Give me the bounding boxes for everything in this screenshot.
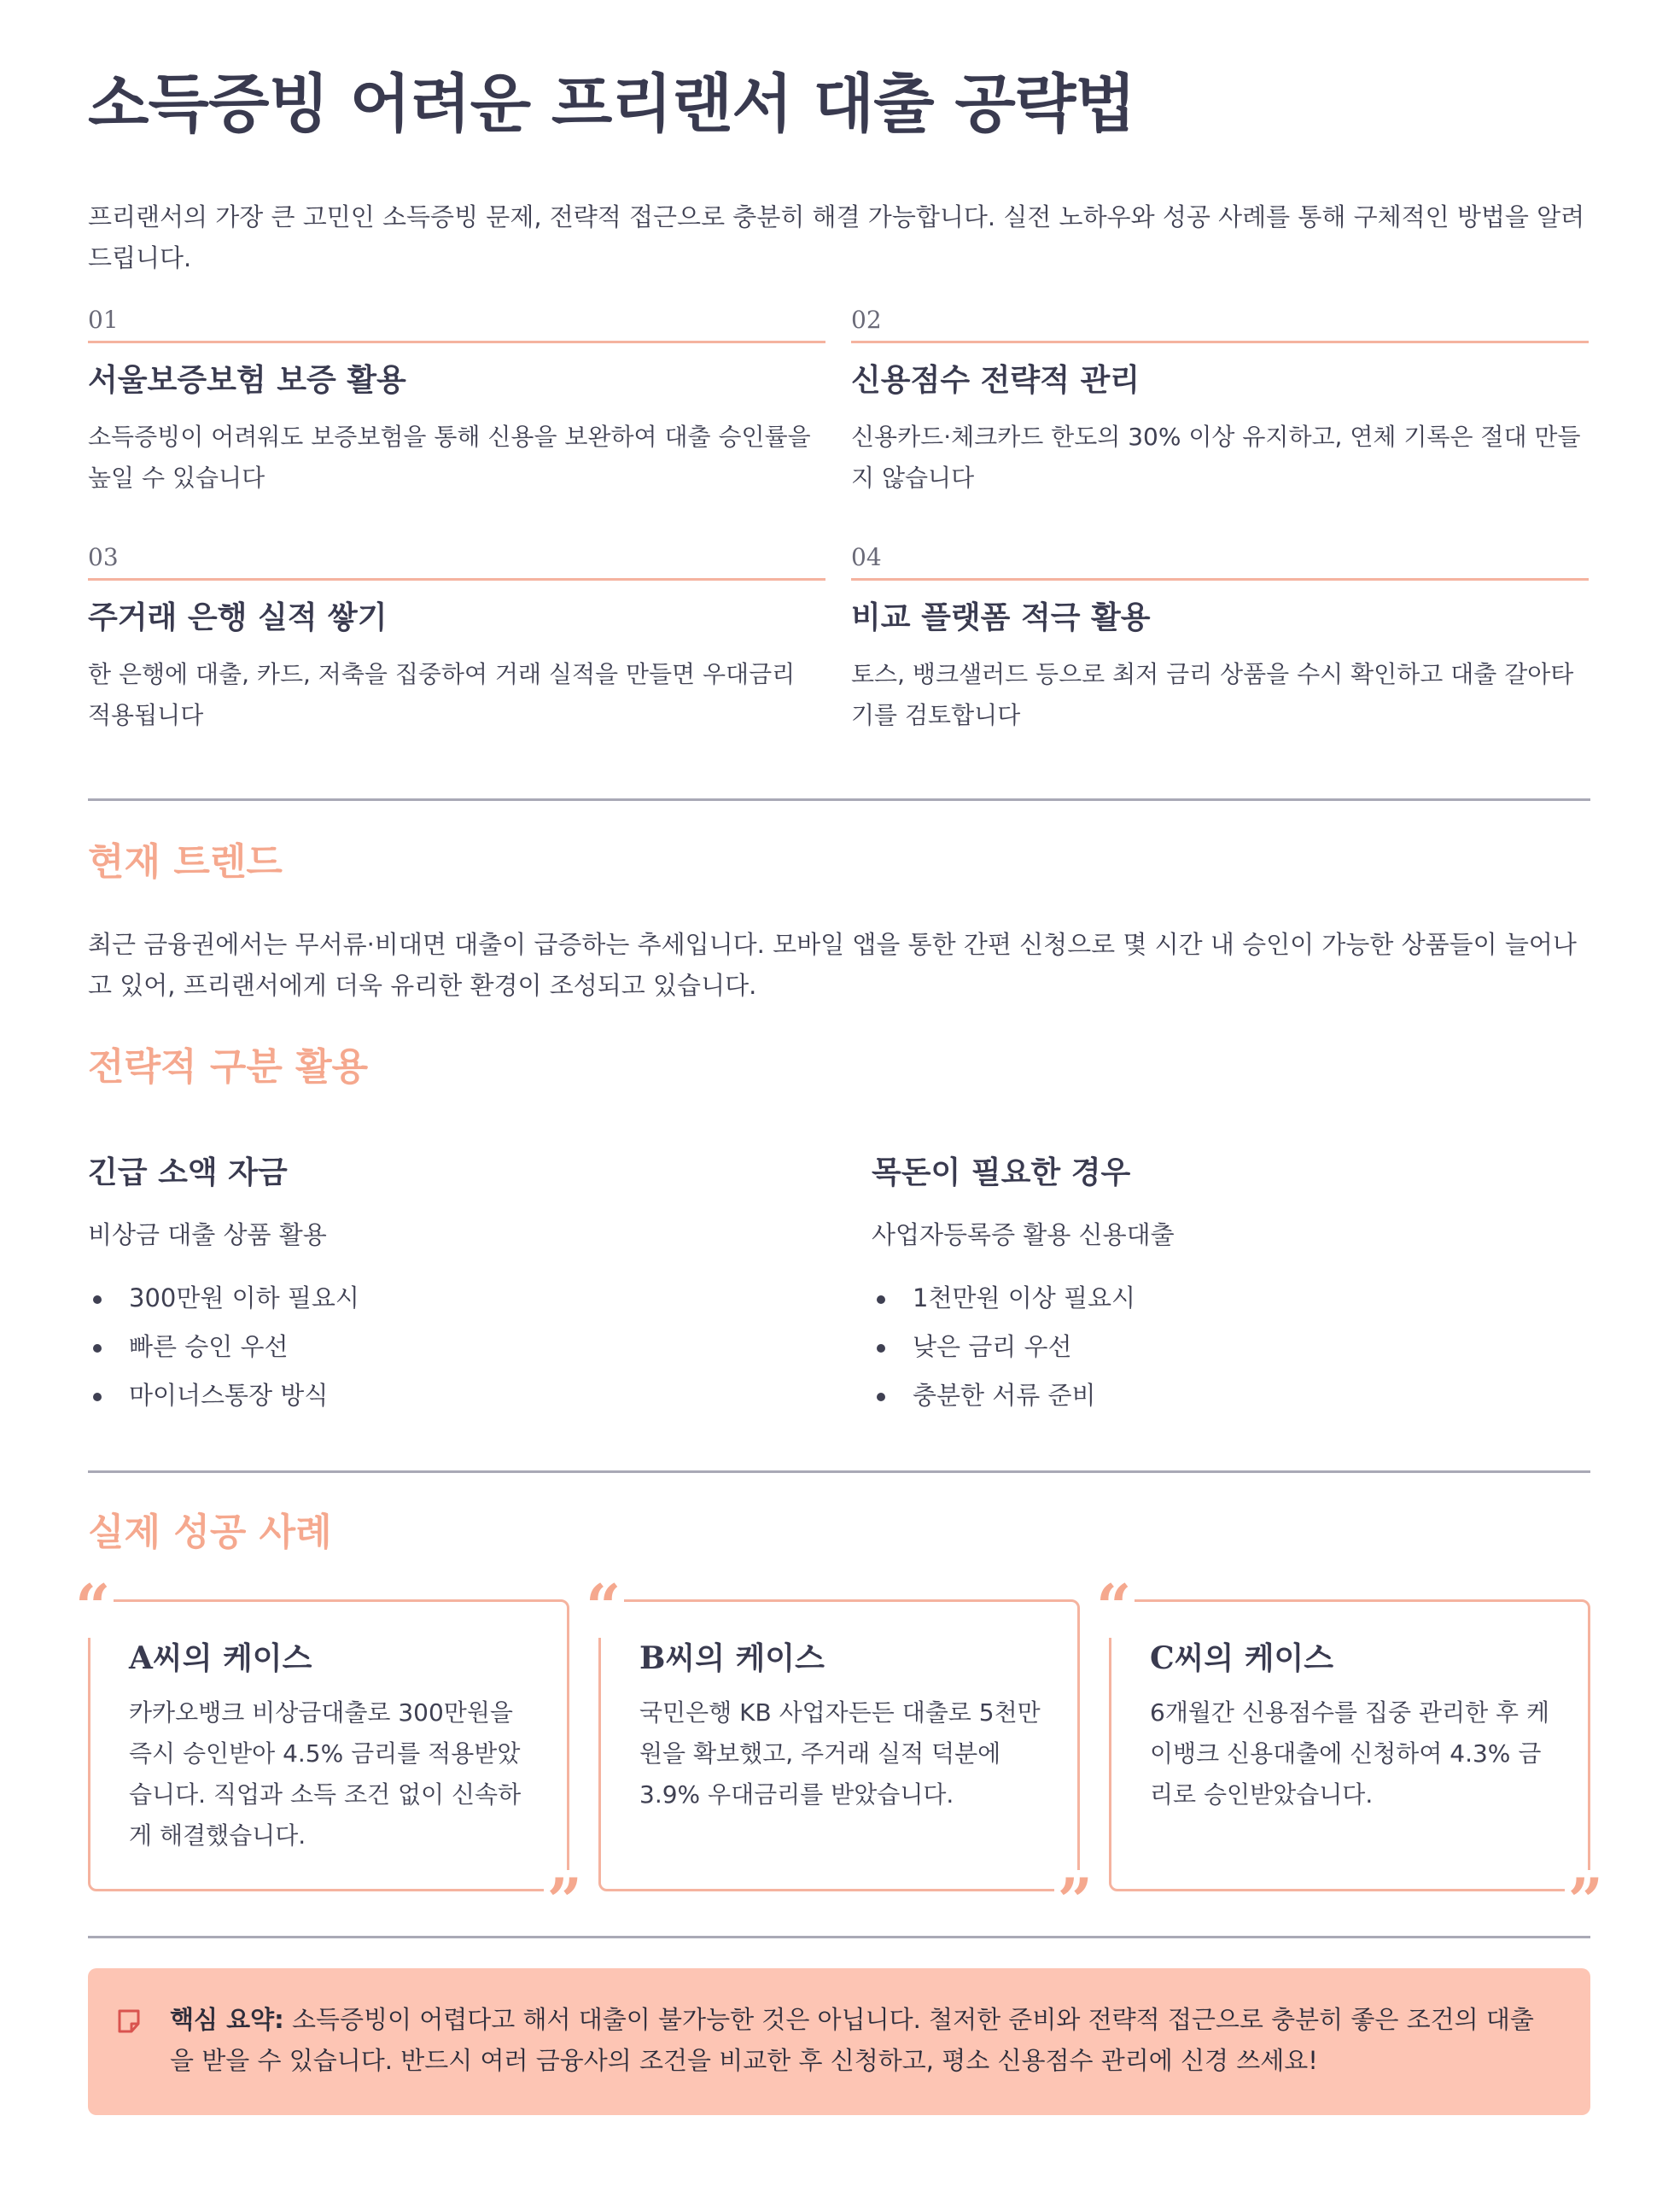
bullet-icon (93, 1393, 102, 1401)
case-card (586, 1570, 1093, 1937)
tip-card (851, 303, 1589, 499)
summary-callout (88, 1968, 1590, 2115)
strategy-heading: 전략적 구분 활용 (88, 1045, 369, 1089)
tip-number: 01 (88, 306, 119, 334)
tip-divider (851, 341, 1589, 343)
tip-title: 서울보증보험 보증 활용 (88, 363, 406, 398)
strategy-column-urgent (88, 1151, 788, 1420)
close-quote-icon: ” (1054, 1870, 1096, 1932)
list-item: 1천만원 이상 필요시 (872, 1274, 1572, 1323)
tip-number: 04 (851, 543, 882, 571)
case-card (1096, 1570, 1603, 1937)
list-item: 빠른 승인 우선 (88, 1323, 788, 1371)
case-text: 카카오뱅크 비상금대출로 300만원을 즉시 승인받아 4.5% 금리를 적용받았습니다. 직업과 소득 조건 없이 신속하게 해결했습니다. (129, 1698, 522, 1850)
intro-paragraph: 프리랜서의 가장 큰 고민인 소득증빙 문제, 전략적 접근으로 충분히 해결 가능합니다. 실전 노하우와 성공 사례를 통해 구체적인 방법을 알려드립니다. (88, 202, 1585, 272)
close-quote-icon: ” (1565, 1870, 1607, 1932)
strategy-list (88, 1274, 788, 1420)
tip-divider (851, 578, 1589, 581)
strategy-column-subtitle: 비상금 대출 상품 활용 (88, 1220, 327, 1249)
page-title: 소득증빙 어려운 프리랜서 대출 공략법 (88, 67, 1135, 141)
memo-icon (115, 2008, 143, 2035)
close-quote-icon: ” (544, 1870, 586, 1932)
strategy-column-title: 목돈이 필요한 경우 (872, 1155, 1131, 1190)
bullet-icon (877, 1295, 885, 1304)
tip-description: 한 은행에 대출, 카드, 저축을 집중하여 거래 실적을 만들면 우대금리 적용됩니다 (88, 660, 796, 729)
section-divider (88, 1936, 1590, 1938)
case-text: 6개월간 신용점수를 집중 관리한 후 케이뱅크 신용대출에 신청하여 4.3% 금리로 승인받았습니다. (1150, 1698, 1550, 1809)
case-card (75, 1570, 582, 1937)
list-item: 낮은 금리 우선 (872, 1323, 1572, 1371)
tip-title: 신용점수 전략적 관리 (851, 363, 1140, 398)
bullet-icon (93, 1344, 102, 1353)
tip-number: 02 (851, 306, 882, 334)
bullet-icon (877, 1344, 885, 1353)
list-item: 300만원 이하 필요시 (88, 1274, 788, 1323)
tip-description: 소득증빙이 어려워도 보증보험을 통해 신용을 보완하여 대출 승인률을 높일 수 있습니다 (88, 423, 811, 492)
section-divider (88, 798, 1590, 801)
summary-text: 소득증빙이 어렵다고 해서 대출이 불가능한 것은 아닙니다. 철저한 준비와 전략적 접근으로 충분히 좋은 조건의 대출을 받을 수 있습니다. 반드시 여러 금융사의 조건을 비교한 후 신청하고, 평소 신용점수 관리에 신경 쓰세요! (170, 2005, 1534, 2075)
case-title: A씨의 케이스 (129, 1640, 312, 1676)
strategy-column-title: 긴급 소액 자금 (88, 1155, 288, 1190)
tip-title: 주거래 은행 실적 쌓기 (88, 600, 388, 635)
trend-heading: 현재 트렌드 (88, 840, 283, 884)
cases-heading: 실제 성공 사례 (88, 1511, 332, 1554)
list-item: 충분한 서류 준비 (872, 1371, 1572, 1420)
tip-description: 신용카드·체크카드 한도의 30% 이상 유지하고, 연체 기록은 절대 만들지 않습니다 (851, 423, 1581, 492)
trend-paragraph: 최근 금융권에서는 무서류·비대면 대출이 급증하는 추세입니다. 모바일 앱을 통한 간편 신청으로 몇 시간 내 승인이 가능한 상품들이 늘어나고 있어, 프리랜서에게 더욱 유리한 환경이 조성되고 있습니다. (88, 930, 1577, 1000)
summary-label: 핵심 요약: (170, 2005, 284, 2034)
tip-description: 토스, 뱅크샐러드 등으로 최저 금리 상품을 수시 확인하고 대출 갈아타기를 검토합니다 (851, 660, 1574, 729)
case-title: C씨의 케이스 (1150, 1640, 1334, 1676)
open-quote-icon: “ (72, 1576, 114, 1638)
tip-card (88, 541, 825, 736)
tip-number: 03 (88, 543, 119, 571)
tip-title: 비교 플랫폼 적극 활용 (851, 600, 1151, 635)
list-item: 마이너스통장 방식 (88, 1371, 788, 1420)
strategy-list (872, 1274, 1572, 1420)
bullet-icon (877, 1393, 885, 1401)
section-divider (88, 1470, 1590, 1473)
bullet-icon (93, 1295, 102, 1304)
tip-divider (88, 578, 825, 581)
case-text: 국민은행 KB 사업자든든 대출로 5천만원을 확보했고, 주거래 실적 덕분에 3.9% 우대금리를 받았습니다. (639, 1698, 1041, 1809)
strategy-column-lump-sum (872, 1151, 1572, 1420)
strategy-column-subtitle: 사업자등록증 활용 신용대출 (872, 1220, 1175, 1249)
tip-divider (88, 341, 825, 343)
tip-card (851, 541, 1589, 736)
case-title: B씨의 케이스 (639, 1640, 825, 1676)
open-quote-icon: “ (582, 1576, 624, 1638)
open-quote-icon: “ (1093, 1576, 1135, 1638)
tip-card (88, 303, 825, 499)
